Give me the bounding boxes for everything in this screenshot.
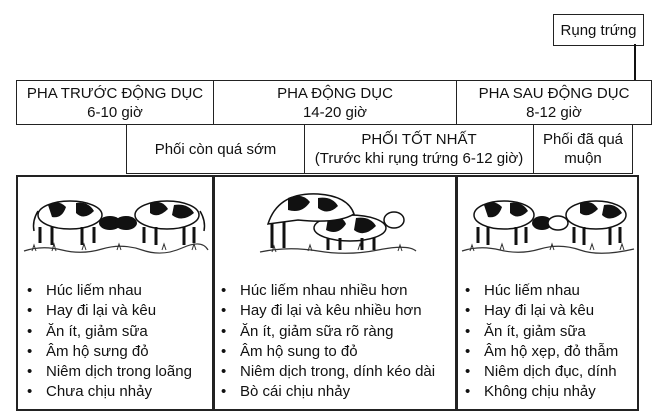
list-item: • Bò cái chịu nhảy xyxy=(218,382,435,402)
mating-early-text: Phối còn quá sớm xyxy=(154,140,277,158)
mating-early xyxy=(126,124,305,174)
list-item: • Húc liếm nhau nhiều hơn xyxy=(218,281,435,301)
phase-name: PHA ĐỘNG DỤC xyxy=(277,84,393,102)
list-item: • Hay đi lại và kêu xyxy=(24,301,192,321)
phase-header-estrus xyxy=(213,80,457,125)
mating-best-note: (Trước khi rụng trứng 6-12 giờ) xyxy=(314,150,524,167)
list-item: • Hay đi lại và kêu nhiều hơn xyxy=(218,301,435,321)
list-item: • Âm hộ xẹp, đỏ thẫm xyxy=(462,342,618,362)
list-item: • Niêm dịch trong, dính kéo dài xyxy=(218,362,435,382)
phase-name: PHA SAU ĐỘNG DỤC xyxy=(478,84,630,102)
phase-header-pre xyxy=(16,80,214,125)
signs-list-estrus xyxy=(218,281,435,403)
phase-duration: 8-12 giờ xyxy=(526,103,582,121)
phase-duration: 6-10 giờ xyxy=(87,103,143,121)
list-item: • Húc liếm nhau xyxy=(24,281,192,301)
ovulation-label-text: Rụng trứng xyxy=(560,21,637,39)
list-item: • Niêm dịch trong loãng xyxy=(24,362,192,382)
list-item: • Chưa chịu nhảy xyxy=(24,382,192,402)
mating-best xyxy=(304,124,534,174)
mating-late-line1: Phối đã quá xyxy=(542,131,624,148)
cow-illustration-post xyxy=(460,193,636,255)
list-item: • Âm hộ sung to đỏ xyxy=(218,342,435,362)
list-item: • Không chịu nhảy xyxy=(462,382,618,402)
mating-late xyxy=(533,124,633,174)
cow-illustration-estrus xyxy=(258,184,418,256)
phase-header-post xyxy=(456,80,652,125)
list-item: • Âm hộ sưng đỏ xyxy=(24,342,192,362)
list-item: • Niêm dịch đục, dính xyxy=(462,362,618,382)
phase-name: PHA TRƯỚC ĐỘNG DỤC xyxy=(26,84,204,102)
ovulation-label xyxy=(553,14,644,46)
list-item: • Ăn ít, giảm sữa rõ ràng xyxy=(218,322,435,342)
cow-illustration-pre xyxy=(22,193,210,255)
list-item: • Húc liếm nhau xyxy=(462,281,618,301)
phase-duration: 14-20 giờ xyxy=(302,103,368,121)
mating-best-title: PHỐI TỐT NHẤT xyxy=(361,131,477,148)
list-item: • Ăn ít, giảm sữa xyxy=(24,322,192,342)
list-item: • Ăn ít, giảm sữa xyxy=(462,322,618,342)
mating-late-line2: muộn xyxy=(564,150,602,167)
signs-list-pre xyxy=(24,281,192,403)
signs-list-post xyxy=(462,281,618,403)
list-item: • Hay đi lại và kêu xyxy=(462,301,618,321)
